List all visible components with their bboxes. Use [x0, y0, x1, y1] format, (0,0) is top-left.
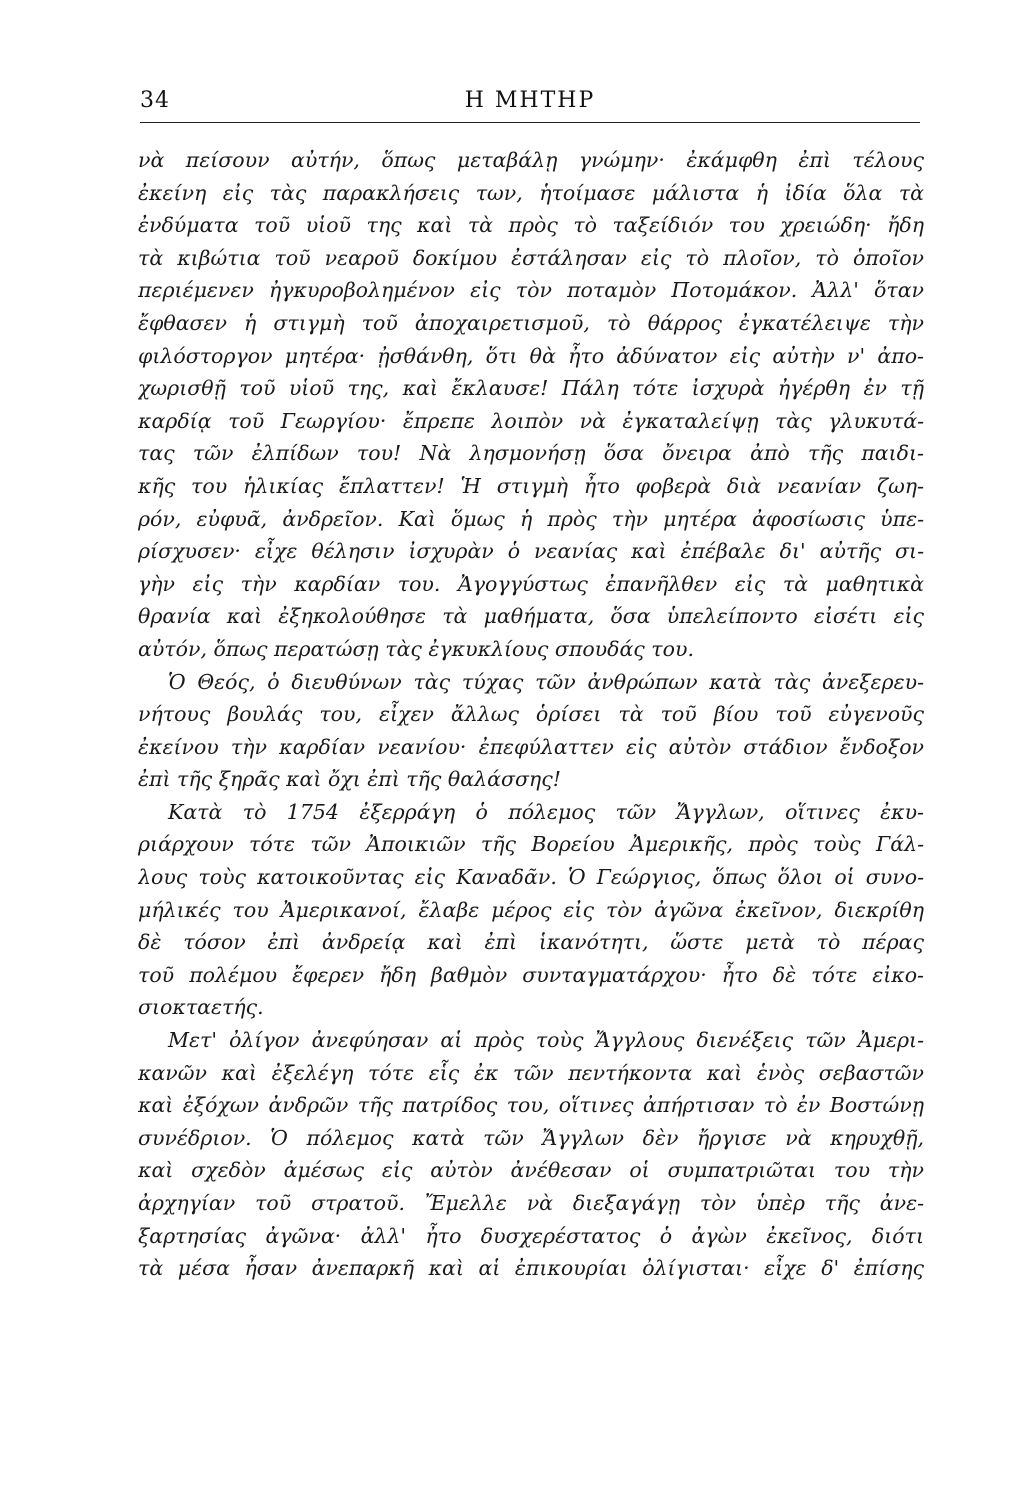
text-line: περιέμενεν ἠγκυροβολημένον εἰς τὸν ποταμὸν Ποτομάκον. Ἀλλ' ὅταν: [138, 278, 924, 303]
text-line: ἐκείνη εἰς τὰς παρακλήσεις των, ἡτοίμασε μάλιστα ἡ ἰδία ὅλα τὰ: [138, 180, 924, 205]
text-line: ἔφθασεν ἡ στιγμὴ τοῦ ἀποχαιρετισμοῦ, τὸ θάρρος ἐγκατέλειψε τὴν: [138, 310, 924, 335]
text-line: ἀρχηγίαν τοῦ στρατοῦ. Ἔμελλε νὰ διεξαγάγῃ τὸν ὑπὲρ τῆς ἀνε-: [138, 1191, 924, 1215]
text-line: νήτους βουλάς του, εἶχεν ἄλλως ὁρίσει τὰ τοῦ βίου τοῦ εὐγενοῦς: [138, 702, 924, 727]
text-line: νὰ πείσουν αὐτήν, ὅπως μεταβάλῃ γνώμην· ἐκάμφθη ἐπὶ τέλους: [138, 148, 924, 172]
text-line: τὰ μέσα ἦσαν ἀνεπαρκῆ καὶ αἱ ἐπικουρίαι ὀλίγισται· εἶχε δ' ἐπίσης: [138, 1256, 924, 1281]
text-line: τας τῶν ἐλπίδων του! Νὰ λησμονήσῃ ὅσα ὄνειρα ἀπὸ τῆς παιδι-: [138, 441, 924, 466]
text-line: ρίσχυσεν· εἶχε θέλησιν ἰσχυρὰν ὁ νεανίας καὶ ἐπέβαλε δι' αὐτῆς σι-: [138, 539, 924, 564]
text-line: συνέδριον. Ὁ πόλεμος κατὰ τῶν Ἄγγλων δὲν ἤργισε νὰ κηρυχθῇ,: [138, 1125, 924, 1150]
text-line: ξαρτησίας ἀγῶνα· ἀλλ' ἦτο δυσχερέστατος ὁ ἀγὼν ἐκεῖνος, διότι: [138, 1223, 924, 1248]
text-line: κανῶν καὶ ἐξελέγη τότε εἷς ἐκ τῶν πεντήκοντα καὶ ἑνὸς σεβαστῶν: [138, 1060, 924, 1085]
text-line: τοῦ πολέμου ἔφερεν ἤδη βαθμὸν συνταγματάρχου· ἦτο δὲ τότε εἰκο-: [138, 962, 924, 987]
text-line: ἐνδύματα τοῦ υἱοῦ της καὶ τὰ πρὸς τὸ ταξείδιόν του χρειώδη· ἤδη: [138, 213, 924, 238]
text-line: αὐτόν, ὅπως περατώσῃ τὰς ἐγκυκλίους σπουδάς του.: [138, 636, 694, 661]
text-line: Κατὰ τὸ 1754 ἐξερράγη ὁ πόλεμος τῶν Ἄγγλων, οἵτινες ἐκυ-: [168, 799, 924, 824]
body-text: [138, 144, 924, 1285]
text-line: Ὁ Θεός, ὁ διευθύνων τὰς τύχας τῶν ἀνθρώπων κατὰ τὰς ἀνεξερευ-: [168, 669, 924, 694]
text-line: ριάρχουν τότε τῶν Ἀποικιῶν τῆς Βορείου Ἀμερικῆς, πρὸς τοὺς Γάλ-: [138, 832, 924, 857]
text-line: μήλικές του Ἀμερικανοί, ἔλαβε μέρος εἰς τὸν ἀγῶνα ἐκεῖνον, διεκρίθη: [138, 897, 924, 922]
text-line: καὶ σχεδὸν ἀμέσως εἰς αὐτὸν ἀνέθεσαν οἱ συμπατριῶται του τὴν: [138, 1158, 924, 1183]
text-line: τὰ κιβώτια τοῦ νεαροῦ δοκίμου ἐστάλησαν εἰς τὸ πλοῖον, τὸ ὁποῖον: [138, 245, 924, 270]
text-line: φιλόστοργον μητέρα· ᾐσθάνθη, ὅτι θὰ ἦτο ἀδύνατον εἰς αὐτὴν ν' ἀπο-: [138, 343, 924, 368]
text-line: καρδίᾳ τοῦ Γεωργίου· ἔπρεπε λοιπὸν νὰ ἐγκαταλείψῃ τὰς γλυκυτά-: [138, 408, 924, 433]
text-line: δὲ τόσον ἐπὶ ἀνδρείᾳ καὶ ἐπὶ ἱκανότητι, ὥστε μετὰ τὸ πέρας: [138, 930, 924, 955]
text-line: κῆς του ἡλικίας ἔπλαττεν! Ἡ στιγμὴ ἦτο φοβερὰ διὰ νεανίαν ζωη-: [138, 473, 924, 498]
header-rule: [140, 122, 920, 123]
text-line: Μετ' ὀλίγον ἀνεφύησαν αἱ πρὸς τοὺς Ἄγγλους διενέξεις τῶν Ἀμερι-: [168, 1028, 924, 1053]
text-line: γὴν εἰς τὴν καρδίαν του. Ἀγογγύστως ἐπανῆλθεν εἰς τὰ μαθητικὰ: [138, 571, 924, 596]
text-line: λους τοὺς κατοικοῦντας εἰς Καναδᾶν. Ὁ Γεώργιος, ὅπως ὅλοι οἱ συνο-: [138, 865, 924, 890]
text-line: θρανία καὶ ἐξηκολούθησε τὰ μαθήματα, ὅσα ὑπελείποντο εἰσέτι εἰς: [138, 604, 924, 629]
text-line: καὶ ἐξόχων ἀνδρῶν τῆς πατρίδος του, οἵτινες ἀπήρτισαν τὸ ἐν Βοστώνῃ: [138, 1093, 924, 1118]
text-line: ρόν, εὐφυᾶ, ἀνδρεῖον. Καὶ ὅμως ἡ πρὸς τὴν μητέρα ἀφοσίωσις ὑπε-: [138, 506, 924, 531]
page-number: 34: [140, 88, 170, 113]
running-head-title: Η ΜΗΤΗΡ: [464, 88, 596, 113]
text-line: ἐκείνου τὴν καρδίαν νεανίου· ἐπεφύλαττεν εἰς αὐτὸν στάδιον ἔνδοξον: [138, 734, 924, 759]
text-line: ἐπὶ τῆς ξηρᾶς καὶ ὄχι ἐπὶ τῆς θαλάσσης!: [138, 767, 561, 792]
text-line: χωρισθῇ τοῦ υἱοῦ της, καὶ ἔκλαυσε! Πάλη τότε ἰσχυρὰ ἠγέρθη ἐν τῇ: [138, 376, 924, 401]
page-header: [140, 88, 920, 124]
text-line: σιοκταετής.: [138, 995, 264, 1020]
